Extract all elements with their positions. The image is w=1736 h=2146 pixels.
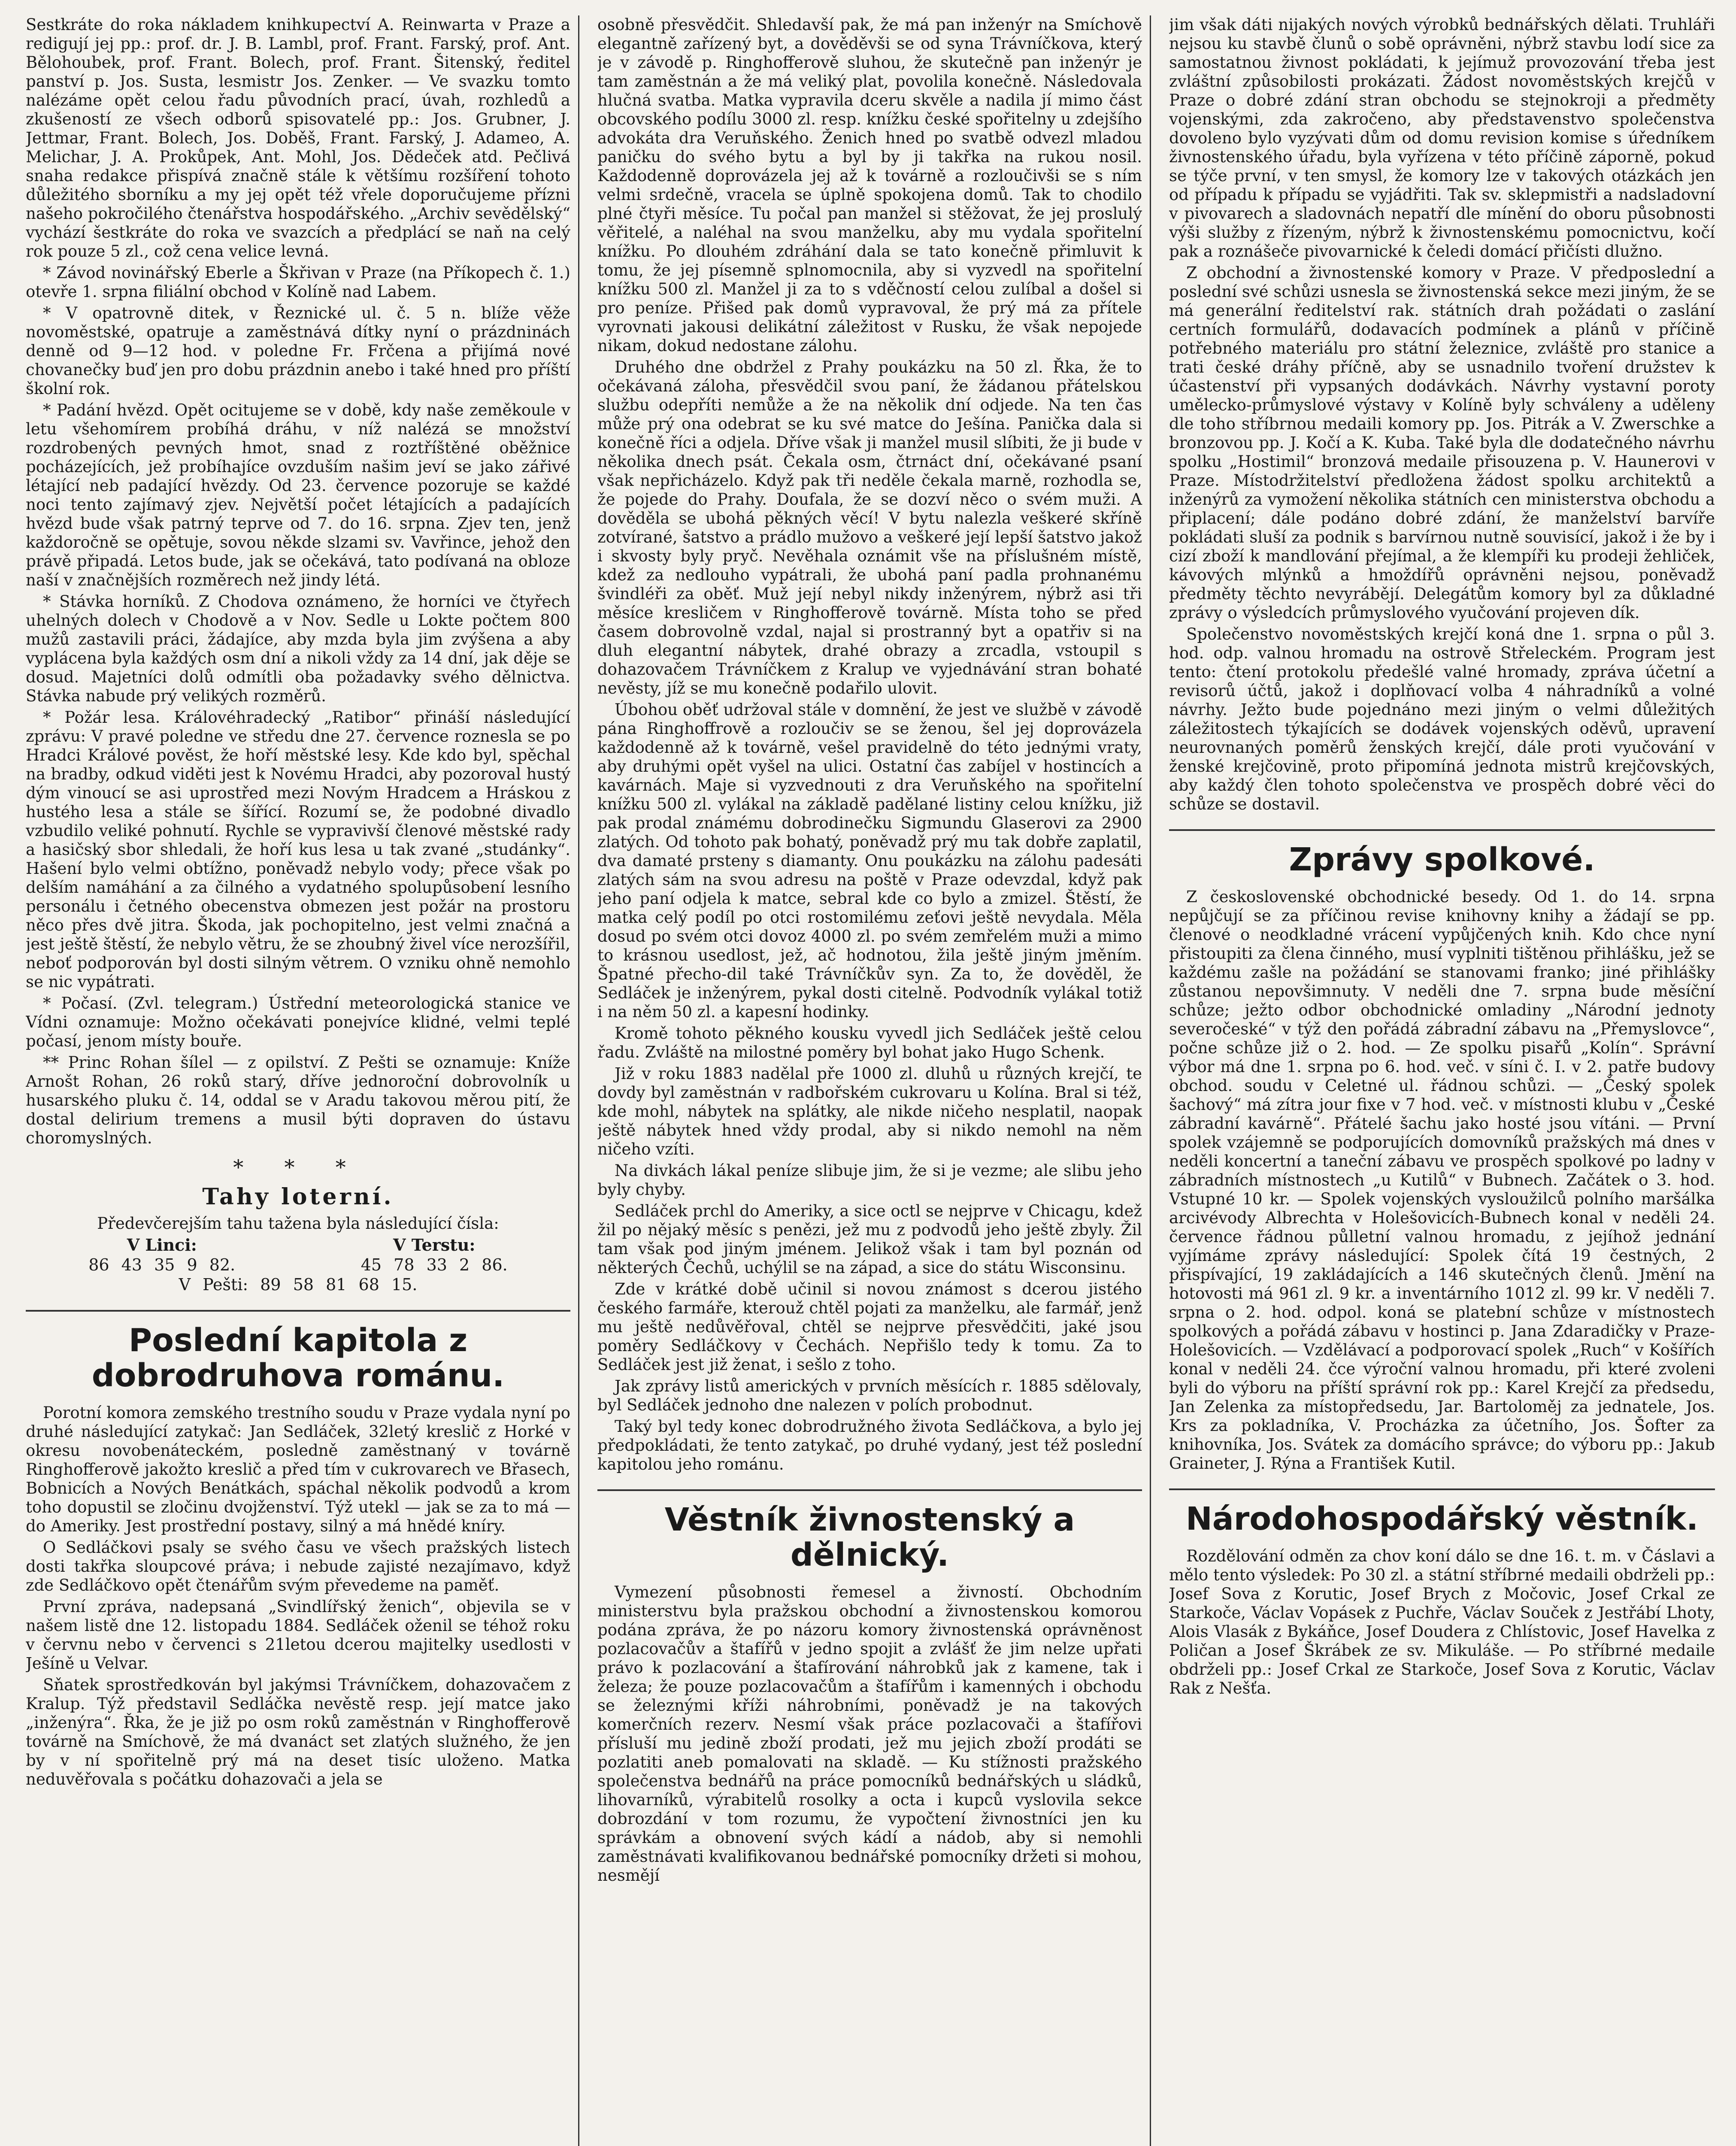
lottery-city: V Linci: — [127, 1235, 197, 1255]
column-1 — [26, 15, 579, 2146]
paragraph: * Počasí. (Zvl. telegram.) Ústřední meteorologická stanice ve Vídni oznamuje: Možno očekávati ponejvíce klidné, velmi teplé počasí, jenom místy bouře. — [26, 994, 570, 1050]
paragraph: Druhého dne obdržel z Prahy poukázku na 50 zl. Řka, že to očekávaná záloha, přesvědčil svou paní, že žádanou přátelskou službu odepříti nemůže a že na několik dní odjede. Na ten čas může prý ona odebrat se ku své matce do Ješína. Panička dala si konečně říci a odjela. Dříve však ji manžel musil slíbiti, že ji bude v několika dnech psát. Čekala osm, čtrnáct dní, očekávané psaní však nepřicházelo. Když pak tři neděle čekala marně, rozhodla se, že pojede do Prahy. Doufala, že se dozví něco o svém muži. A dověděla se ubohá pěkných věcí! V bytu nalezla veškeré skříně zotvírané, šatstvo a prádlo mužovo a veškeré její lepší šatstvo jakož i skvosty byly pryč. Nevěhala oznámit vše na příslušném místě, kdež za nedlouho vypátrali, že ubohá paní padla prohnanému švindléři za oběť. Muž její nebyl nikdy inženýrem, nýbrž asi tři měsíce kresličem v Ringhofferově továrně. Místa toho se před časem dobrovolně vzdal, najal si prostranný byt a opatřiv si na dluh elegantní nábytek, drahé obrazy a zrcadla, vstoupil s dohazovačem Trávníčkem z Kralup ve vyjednávání stran bohaté nevěsty, jíž se mu konečně podařilo ulovit. — [597, 358, 1142, 697]
lottery-numbers: 45 78 33 2 86. — [361, 1255, 508, 1274]
paragraph: Porotní komora zemského trestního soudu v Praze vydala nyní po druhé následující zatykač: Jan Sedláček, 32letý kreslič z Horké v okresu novobenáteckém, posledně zaměstnaný v továrně Ringhofferově jakožto kreslič a před tím v cukrovarech ve Břasech, Bobnicích a Nových Benátkách, spáchal několik podvodů a krom toho dopustil se zločinu dvojženství. Týž utekl — jak se za to má — do Ameriky. Jest prostřední postavy, silný a má hnědé kníry. — [26, 1403, 570, 1535]
paragraph: Vymezení působnosti řemesel a živností. Obchodním ministerstvu byla pražskou obchodní a živnostenskou komorou podána zpráva, že po názoru komory živnostenská oprávněnost pozlacovačův a štafířů v jedno spojit a zvlášť že jim nelze upřati právo k pozlacování a štafírování náhrobků jak z kamene, tak i železa; že pouze pozlacovačům a štafířům i kamenných i obchodu se železnými kříži náhrobními, poněvadž je na takových komerčních rezerv. Nesmí však práce pozlacovači a štafířovi přísluší mu jedině zboží prodati, jež mu jejich zboží prodáti se pozlatiti aneb pomalovati na skladě. — Ku stížnosti pražského společenstva bednářů na práce pomocníků bednářských u sládků, lihovarníků, výrabitelů rosolky a octa i kupců vyslovila sekce dobrozdání v tom rozumu, že vypočtení živnostníci jen ku správkám a obnovení svých kádí a nádob, aby si nemohli zaměstnávati kvalifikovanou bednářské pomocníky držeti si mohou, nesmějí — [597, 1583, 1142, 1885]
paragraph: Z československé obchodnické besedy. Od 1. do 14. srpna nepůjčují se za příčinou revise knihovny knihy a žádají se pp. členové o neodkladné vrácení vypůjčených knih. Kdo chce nyní přistoupiti za člena činného, musí vyplniti tištěnou přihlášku, jež se každému zašle na požádání se stanovami franko; jiné přihlášky zůstanou nepovšimnuty. V neděli dne 7. srpna bude měsíční schůze; ježto odbor obchodnické omladiny „Národní jednoty severočeské“ v týž den pořádá zábradní zábavu na „Přemyslovce“, počne schůze již o 2. hod. — Ze spolku pisařů „Kolín“. Správní výbor má dne 1. srpna po 6. hod. več. v síni č. I. v 2. patře budovy obchod. soudu v Celetné ul. řádnou schůzi. — „Český spolek šachový“ má zítra jour fixe v 7 hod. več. v místnosti klubu v „České zábradní kavárně“. Přátelé šachu jako hosté jsou vítáni. — První spolek vzájemně se podporujících domovníků pražských má dnes v neděli koncertní a taneční zábavu ve prospěch spolkové po ladny v zábradních místnostech „u Kutilů“ v Bubnech. Začátek o 3. hod. Vstupné 10 kr. — Spolek vojenských vysloužilců polního maršálka arcivévody Albrechta v Holešovicích-Bubnech konal v neděli 24. července řádnou půlletní valnou hromadu, z jejíhož jednání vyjímáme zprávy následující: Spolek čítá 19 čestných, 2 přispívající, 19 zakládajících a 146 skutečných členů. Jmění na hotovosti má 961 zl. 9 kr. a inventárního 1012 zl. 99 kr. V neděli 7. srpna o 2. hod. odpol. koná se platební schůze v místnostech spolkových a pořádá zábavu v hostinci p. Jana Zdaradičky v Praze-Holešovicích. — Vzdělávací a podporovací spolek „Ruch“ v Košířích konal v neděli 24. čce výroční valnou hromadu, při které zvoleni byli do výboru na příští správní rok pp.: Karel Krejčí za předsedu, Jan Zelenka za místopředsedu, Jar. Bartoloměj za jednatele, Jos. Krs za pokladníka, V. Procházka za účetního, Jos. Šofter za knihovníka, Jos. Svátek za domácího správce; do výboru pp.: Jakub Graineter, J. Rýna a František Kutil. — [1169, 888, 1715, 1473]
lottery-intro: Předevčerejším tahu tažena byla následující čísla: — [97, 1214, 499, 1233]
paragraph: Rozdělování odměn za chov koní dálo se dne 16. t. m. v Čáslavi a mělo tento výsledek: Po 30 zl. a státní stříbrné medaili obdrželi pp.: Josef Sova z Korutic, Josef Brych z Močovic, Josef Crkal ze Starkoče, Václav Vopásek z Puchře, Václav Souček z Jestřábí Lhoty, Alois Vlasák z Bykáňce, Josef Doudera z Chlístovic, Josef Havelka z Poličan a Josef Škrábek ze sv. Mikuláše. — Po stříbrné medaile obdrželi pp.: Josef Crkal ze Starkoče, Josef Sova z Korutic, Václav Rak z Nešťa. — [1169, 1547, 1715, 1697]
paragraph: Již v roku 1883 nadělal pře 1000 zl. dluhů u různých krejčí, te dovdy byl zaměstnán v radbořském cukrovaru u Kolína. Bral si též, kde mohl, nábytek na splátky, ale nikde ničeho nesplatil, naopak ještě nábytek hned vždy prodal, aby si nikdo nemohl na něm ničeho vzíti. — [597, 1064, 1142, 1158]
paragraph: * V opatrovně ditek, v Řeznické ul. č. 5 n. blíže věže novoměstské, opatruje a zaměstnává dítky nyní o prázdninách denně od 9—12 hod. v poledne Fr. Frčena a přijímá nové chovanečky buď jen pro dobu prázdnin anebo i také hned pro příští školní rok. — [26, 304, 570, 398]
paragraph: Sňatek sprostředkován byl jakýmsi Trávníčkem, dohazovačem z Kralup. Týž představil Sedláčka nevěstě resp. její matce jako „inženýra“. Řka, že je již po osm roků zaměstnán v Ringhofferově továrně na Smíchově, že má dvanáct set zlatých služného, že jen by v ní spořitelně prý má na deset tisíc uloženo. Matka neduvěřovala s počátku dohazovači a jela se — [26, 1676, 570, 1788]
lottery-city: V Terstu: — [393, 1235, 476, 1255]
paragraph: Sestkráte do roka nákladem knihkupectví A. Reinwarta v Praze a redigují jej pp.: prof. dr. J. B. Lambl, prof. Frant. Farský, prof. Ant. Bělohoubek, prof. Frant. Bolech, prof. Frant. Šitenský, ředitel panství p. Jos. Susta, lesmistr Jos. Zenker. — Ve svazku tomto nalézáme opět celou řadu původních prací, úvah, rozhledů a zkušeností ze všech odborů spisovatelé pp.: Jos. Grubner, J. Jettmar, Frant. Bolech, Jos. Doběš, Frant. Farský, J. Adameo, A. Melichar, J. A. Prokůpek, Ant. Mohl, Jos. Dědeček atd. Pečlivá snaha redakce přispívá značně stále k většímu rozšíření tohoto důležitého sborníku a my jej opět též vřele doporučujeme přízni našeho pokročilého čtenářstva hospodářského. „Archiv sevědělský“ vychází šestkráte do roka ve svazcích a předplácí se naň na celý rok pouze 5 zl., což cena velice levná. — [26, 15, 570, 261]
paragraph: * Závod novinářský Eberle a Škřivan v Praze (na Příkopech č. 1.) otevře 1. srpna filiální obchod v Kolíně nad Labem. — [26, 264, 570, 301]
lottery-numbers: V Pešti: 89 58 81 68 15. — [179, 1275, 418, 1294]
lottery-table — [26, 1235, 570, 1294]
paragraph: Taký byl tedy konec dobrodružného života Sedláčkova, a bylo jej předpokládati, že tento zatykač, po druhé vydaný, jest též poslední kapitolou jeho románu. — [597, 1417, 1142, 1473]
section-headline: Věstník živnostenský a dělnický. — [597, 1489, 1142, 1573]
lottery-numbers: 86 43 35 9 82. — [88, 1255, 236, 1274]
paragraph: Sedláček prchl do Ameriky, a sice octl se nejprve v Chicagu, kdež žil po nějaký měsíc s penězi, jež mu z podvodů jeho ještě zbyly. Žil tam však pod jiným jménem. Jelikož však i tam byl poznán od některých Čechů, uchýlil se na západ, a sice do státu Wisconsinu. — [597, 1202, 1142, 1277]
paragraph: jim však dáti nijakých nových výrobků bednářských dělati. Truhláři nejsou ku stavbě člunů o sobě oprávněni, nýbrž stavbu lodí sice za samostatnou živnost pokládati, k jejímuž provozování třeba jest zvláštní způsobilosti prokázati. Žádost novoměstských krejčů v Praze o dobré zdání stran obchodu se stejnokroji a předměty vojenskými, zda zakročeno, aby představenstvo společenstva dovoleno bylo vyzývati dům od domu revision komise s úředníkem živnostenského úřadu, byla vyřízena v této příčině záporně, pokud se týče první, v ten smysl, že komory lze v takových otázkách jen od případu k případu se vyjádřiti. Tak sv. sklepmistři a nadsladovní v pivovarech a sladovnách nepatří dle mínění do oboru působnosti výši služby z řízeným, nýbrž k živnostenskému pomocnictvu, kočí pak a roznášeče pivovarnické k čeledi domácí přičísti dlužno. — [1169, 15, 1715, 261]
article-headline: Poslední kapitola z dobrodruhova románu. — [26, 1310, 570, 1393]
section-headline: Národohospodářský věstník. — [1169, 1488, 1715, 1537]
paragraph: osobně přesvědčit. Shledavší pak, že má pan inženýr na Smíchově elegantně zařízený byt, a dověděvši se od syna Trávníčkova, který je v závodě p. Ringhofferově sluhou, že skutečně pan inženýr je tam zaměstnán a že má veliký plat, povolila konečně. Následovala hlučná svatba. Matka vypravila dceru skvěle a nadila jí mimo část obcovského podílu 3000 zl. resp. knížku české spořitelny u zdejšího advokáta dra Veruňského. Ženich hned po svatbě odvezl mladou paničku do svého bytu a byl by ji takřka na rukou nosil. Každodenně doprovázela jej až k továrně a rozloučivši se s ním velmi srdečně, vracela se úplně spokojena domů. Tak to chodilo plné čtyři měsíce. Tu počal pan manžel si stěžovat, že jej proslulý věřitelé, a naléhal na svou manželku, aby mu vydala spořitelní knížku. Po dlouhém zdráhání dala se tato konečně přimluvit k tomu, že jej písemně splnomocnila, aby si vyzvedl na spořitelní knížku 500 zl. Manžel ji za to s vděčností celou zulíbal a došel si pro peníze. Přišed pak domů vypravoval, že prý má za přítele vyrovnati jakousi delikátní záležitost v Rusku, že však nepojede nikam, dokud nedostane zálohu. — [597, 15, 1142, 355]
paragraph: Kromě tohoto pěkného kousku vyvedl jich Sedláček ještě celou řadu. Zvláště na milostné poměry byl bohat jako Hugo Schenk. — [597, 1024, 1142, 1061]
paragraph: Jak zprávy listů amerických v prvních měsících r. 1885 sdělovaly, byl Sedláček jednoho dne nalezen v polích probodnut. — [597, 1377, 1142, 1414]
paragraph: * Požár lesa. Královéhradecký „Ratibor“ přináší následující zprávu: V pravé poledne ve středu dne 27. července roznesla se po Hradci Králové pověst, že hoří městské lesy. Kde kdo byl, spěchal na bradby, odkud viděti jest k Novému Hradci, aby pozoroval hustý dým vinoucí se asi uprostřed mezi Novým Hradcem a Hráskou z hustého lesa a stále se šířící. Rozumí se, že podobné divadlo vzbudilo veliké pohnutí. Rychle se vypravivší členové městské rady a hasičský sbor shledali, že hoří kus lesa u tak zvané „studánky“. Hašení bylo velmi obtížno, poněvadž nebylo vody; přece však po delším namáhání a za čilného a vydatného spolupůsobení lesního personálu i četného obecenstva obmezen jest požár na prostoru něco přes dvě jitra. Škoda, jak pochopitelno, jest velmi značná a jest ještě štěstí, že nebylo větru, že se zhoubný živel více nerozšířil, neboť podporován byl dosti silným větrem. O vzniku ohně nemohlo se nic vypátrati. — [26, 708, 570, 991]
columns — [26, 15, 1715, 2146]
section-separator: * * * — [233, 1155, 363, 1179]
paragraph: První zpráva, nadepsaná „Svindlířský ženich“, objevila se v našem listě dne 12. listopadu 1884. Sedláček oženil se téhož roku v červnu nebo v červenci s 21letou dcerou majitelky usedlosti v Ješíně u Velvar. — [26, 1597, 570, 1673]
paragraph: Úbohou oběť udržoval stále v domnění, že jest ve službě v závodě pána Ringhoffrově a rozloučiv se se ženou, šel jej doprovázela každodenně až k továrně, vešel pravidelně do této jednými vraty, aby druhými opět vyšel na ulici. Ostatní čas zabíjel v hostincích a kavárnách. Maje si vyzvednouti z dra Veruňského na spořitelní knížku 500 zl. vylákal na základě padělané listiny celou knížku, již pak prodal známému dobrodinečku Sigmundu Glaserovi za 2900 zlatých. Od tohoto pak bohatý, poněvadž prý mu tak dobře zaplatil, dva damaté prsteny s diamanty. Onu poukázku na zálohu padesáti zlatých sám na svou adresu na poště v Praze odevzdal, když pak jeho paní odjela k matce, sebral kde co bylo a zmizel. Štěstí, že matka celý podíl po otci rostomilému zeťovi ještě nevydala. Měla dosud po svém otci dovoz 4000 zl. po svém zemřelém muži a mimo to krásnou usedlost, jež, ač hodnotou, žila ještě jiným jměním. Špatné přecho-dil také Trávníčkův syn. Za to, že dověděl, že Sedláček je inženýrem, pykal dosti citelně. Podvodník vylákal totiž i na něm 50 zl. a kapesní hodinky. — [597, 700, 1142, 1021]
paragraph: Z obchodní a živnostenské komory v Praze. V předposlední a poslední své schůzi usnesla se živnostenská sekce mezi jiným, že se má generální ředitelství rak. státních drah požádati o zaslání certních formulářů, dodavacích podmínek a plánů v příčině potřebného materiálu pro státní železnice, zvláště pro stanice a trati české dráhy příčně, aby se usnadnilo tvoření družstev k účastenství při vypsaných dodávkách. Návrhy vystavní poroty umělecko-průmyslové výstavy v Kolíně byly schváleny a uděleny dle toho stříbrnou medaili komory pp. Jos. Pitrák a V. Zwerschke a bronzovou pp. J. Kočí a K. Kuba. Také byla dle dodatečného návrhu spolku „Hostimil“ bronzová medaile přisouzena p. V. Haunerovi v Praze. Místodržitelství předložena žádost spolku architektů a inženýrů za vymožení několika státních cen ministerstva obchodu a připlacení; dále podáno dobré zdání, že manželství barvíře pokládati sluší za podnik s barvírnou nutně souvisící, jakož i že by i cizí zboží k mandlování přejímal, a že klempíři ku prodeji žehliček, kávových mlýnků a hmoždířů oprávněni nejsou, poněvadž předměty těchto nevyrábějí. Delegátům komory byl za důkladné zprávy o výsledcích průmyslového vyučování projeven dík. — [1169, 264, 1715, 622]
lottery-title: Tahy loterní. — [202, 1184, 394, 1210]
paragraph: * Stávka horníků. Z Chodova oznámeno, že horníci ve čtyřech uhelných dolech v Chodově a v Nov. Sedle u Lokte počtem 800 mužů zastavili práci, žádajíce, aby mzda byla jim zvýšena a aby vyplácena byla každých osm dní a nikoli vždy za 14 dní, jak děje se dosud. Majetníci dolů odmítli oba požadavky svého dělnictva. Stávka nabude prý velikých rozměrů. — [26, 592, 570, 705]
column-3 — [1169, 15, 1723, 2146]
paragraph: Na divkách lákal peníze slibuje jim, že si je vezme; ale slibu jeho byly chyby. — [597, 1161, 1142, 1199]
paragraph: ** Princ Rohan šílel — z opilství. Z Pešti se oznamuje: Kníže Arnošt Rohan, 26 roků starý, dříve jednoroční dobrovolník u husarského pluku č. 14, oddal se v Aradu takovou měrou pití, že dostal delirium tremens a musil býti dopraven do ústavu choromyslných. — [26, 1053, 570, 1147]
paragraph: * Padání hvězd. Opět ocitujeme se v době, kdy naše zeměkoule v letu všehomírem probíhá dráhu, v níž nalézá se množství rozdrobených pevných hmot, snad z roztříštěné oběžnice pocházejících, jež probíhajíce ovzduším našim jeví se jako zářivé létající neb padající hvězdy. Od 23. července pozoruje se každé noci tento zajímavý zjev. Největší počet létajících a padajících hvězd bude však patrný teprve od 7. do 16. srpna. Zjev ten, jenž každoročně se opětuje, sovou někde slzami sv. Vavřince, jehož den právě připadá. Letos bude, jak se očekává, tato podívaná na obloze naší v značnějších rozměrech než jindy létá. — [26, 401, 570, 589]
column-2 — [597, 15, 1151, 2146]
section-headline: Zprávy spolkové. — [1169, 829, 1715, 877]
paragraph: Společenstvo novoměstských krejčí koná dne 1. srpna o půl 3. hod. odp. valnou hromadu na ostrově Střeleckém. Program jest tento: čtení protokolu předešlé valné hromady, zpráva účetní a revisorů účtů, jakož i doplňovací volba 4 náhradníků a volné návrhy. Ježto bude pojednáno mezi jiným o velmi důležitých záležitostech týkajících se dodávek vojenských oděvů, upravení neurovnaných poměrů ženských krejčí, dále proti vyučování v ženské krejčovině, proto připomíná jednota mistrů krejčovských, aby každý člen tohoto společenstva ve prospěch dobré věci do schůze se dostavil. — [1169, 625, 1715, 813]
paragraph: Zde v krátké době učinil si novou známost s dcerou jistého českého farmáře, kterouž chtěl pojati za manželku, ale farmář, jenž mu ještě nedůvěřoval, chtěl se nejprve přesvědčiti, jaké jsou poměry Sedláčkovy v Čechách. Nepřišlo tedy k tomu. Za to Sedláček jest již ženat, i sešlo z toho. — [597, 1280, 1142, 1374]
paragraph: O Sedláčkovi psaly se svého času ve všech pražských listech dosti takřka sloupcové práva; i nebude zajisté nezajímavo, když zde Sedláčkovo opět čtenářům svým převedeme na paměť. — [26, 1538, 570, 1594]
